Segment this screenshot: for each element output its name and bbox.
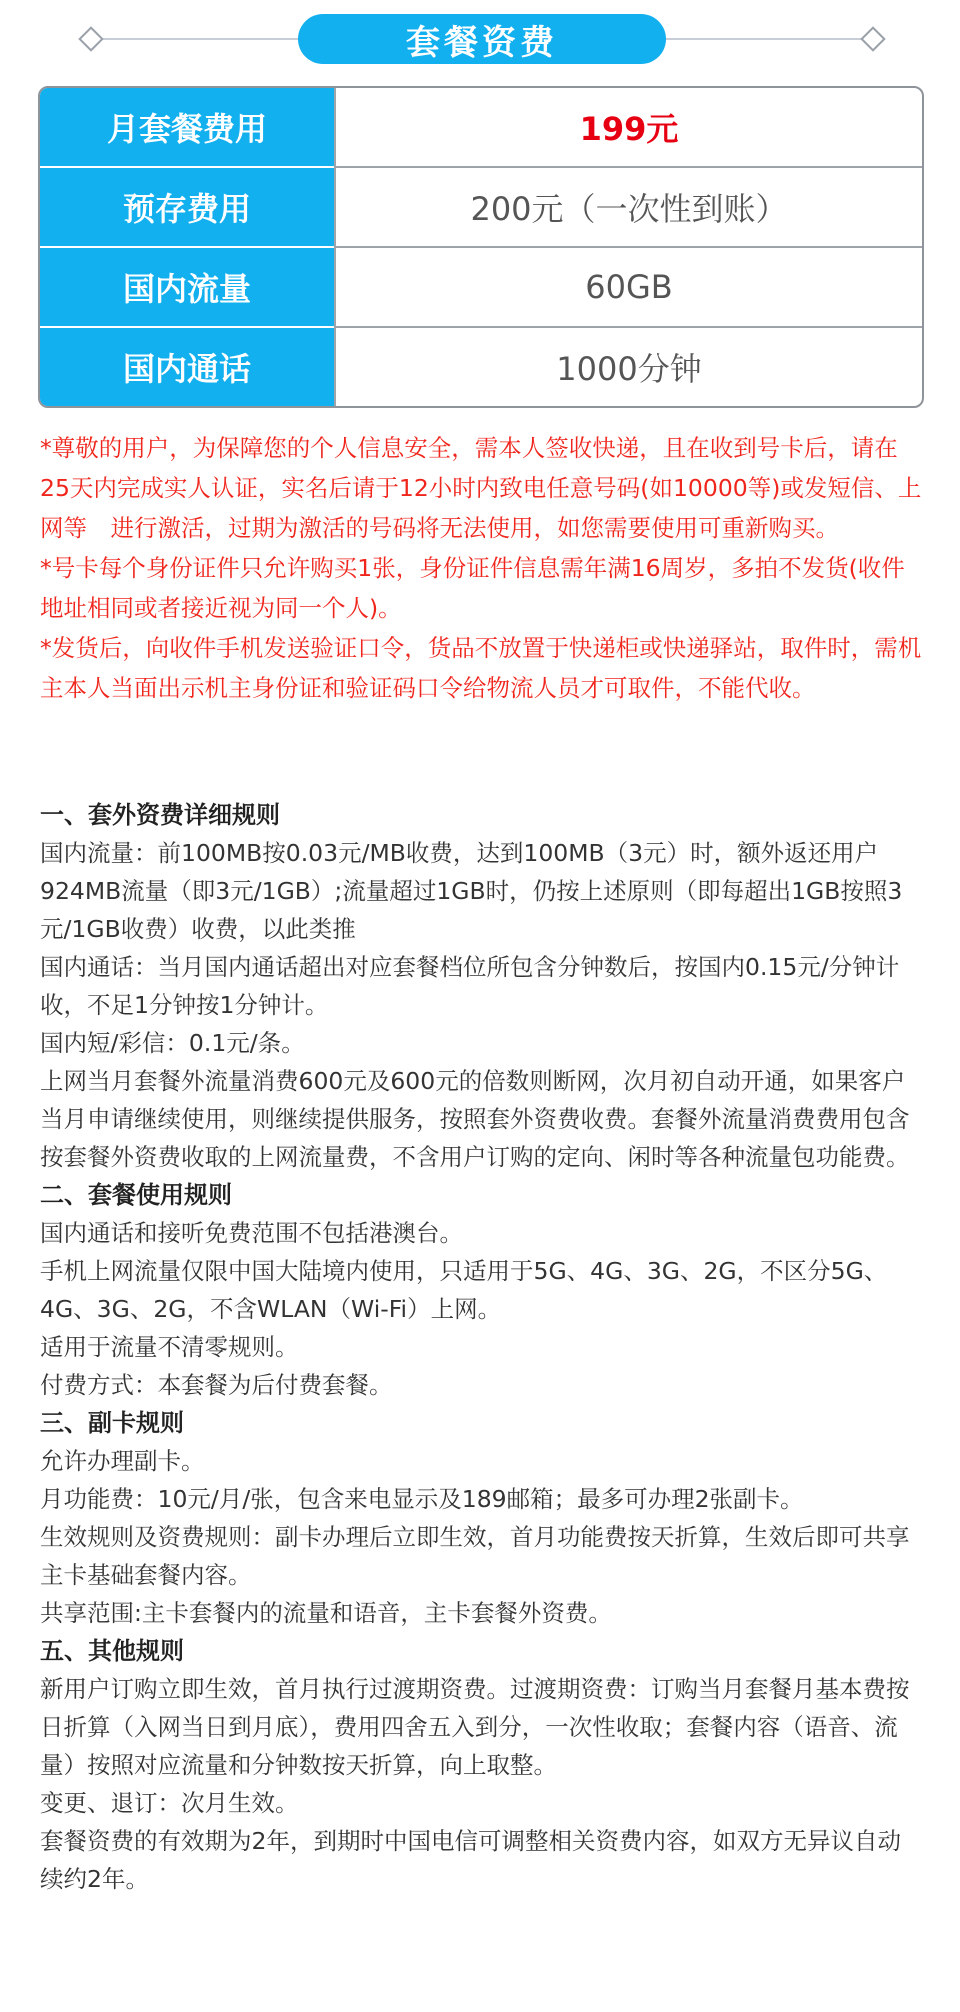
rules-heading: 二、套餐使用规则 [40,1181,232,1209]
rules-heading: 一、套外资费详细规则 [40,801,280,829]
fee-value-calls: 1000分钟 [334,328,922,406]
fee-row-data [40,246,922,326]
fee-label: 预存费用 [40,166,334,246]
header-divider-left [96,38,306,40]
fee-value-monthly-price: 199元 [334,88,922,166]
rules-section [40,796,922,1898]
section-title: 套餐资费 [298,14,666,64]
notice-list [40,428,922,708]
rule-text: 套餐资费的有效期为2年，到期时中国电信可调整相关资费内容，如双方无异议自动续约2年。 [40,1827,901,1893]
rule-text: 国内通话和接听免费范围不包括港澳台。 [40,1219,463,1247]
fee-label: 月套餐费用 [40,88,334,166]
header-divider-right [654,38,864,40]
diamond-icon [860,26,885,51]
rule-text: 允许办理副卡。 [40,1447,205,1475]
fee-label: 国内通话 [40,326,334,406]
rule-text: 国内通话：当月国内通话超出对应套餐档位所包含分钟数后，按国内0.15元/分钟计收，不足1分钟按1分钟计。 [40,953,900,1019]
rules-heading: 五、其他规则 [40,1637,184,1665]
notice-text: *发货后，向收件手机发送验证口令，货品不放置于快递柜或快递驿站，取件时，需机主本人当面出示机主身份证和验证码口令给物流人员才可取件，不能代收。 [40,634,922,702]
fee-row-monthly [40,88,922,166]
diamond-icon [78,26,103,51]
rule-text: 手机上网流量仅限中国大陆境内使用，只适用于5G、4G、3G、2G，不区分5G、4G、3G、2G，不含WLAN（Wi-Fi）上网。 [40,1257,888,1323]
notice-text: *尊敬的用户，为保障您的个人信息安全，需本人签收快递，且在收到号卡后，请在25天内完成实人认证，实名后请于12小时内致电任意号码(如10000等)或发短信、上网等 进行激活，过期为激活的号码将无法使用，如您需要使用可重新购买。 [40,434,922,542]
fee-value-prepaid: 200元（一次性到账） [334,168,922,246]
fee-label: 国内流量 [40,246,334,326]
fee-row-prepaid [40,166,922,246]
rule-text: 月功能费：10元/月/张，包含来电显示及189邮箱；最多可办理2张副卡。 [40,1485,804,1513]
rule-text: 共享范围:主卡套餐内的流量和语音，主卡套餐外资费。 [40,1599,612,1627]
rule-text: 付费方式：本套餐为后付费套餐。 [40,1371,393,1399]
rule-text: 适用于流量不清零规则。 [40,1333,299,1361]
rule-text: 国内短/彩信：0.1元/条。 [40,1029,305,1057]
rule-text: 变更、退订：次月生效。 [40,1789,299,1817]
fee-row-calls [40,326,922,406]
rule-text: 生效规则及资费规则：副卡办理后立即生效，首月功能费按天折算，生效后即可共享主卡基础套餐内容。 [40,1523,910,1589]
rule-text: 上网当月套餐外流量消费600元及600元的倍数则断网，次月初自动开通，如果客户当月申请继续使用，则继续提供服务，按照套外资费收费。套餐外流量消费费用包含按套餐外资费收取的上网流量费，不含用户订购的定向、闲时等各种流量包功能费。 [40,1067,910,1171]
notice-text: *号卡每个身份证件只允许购买1张，身份证件信息需年满16周岁，多拍不发货(收件地址相同或者接近视为同一个人)。 [40,554,905,622]
fee-table [38,86,924,408]
rule-text: 新用户订购立即生效，首月执行过渡期资费。过渡期资费：订购当月套餐月基本费按日折算（入网当日到月底），费用四舍五入到分，一次性收取；套餐内容（语音、流量）按照对应流量和分钟数按天折算，向上取整。 [40,1675,910,1779]
rule-text: 国内流量：前100MB按0.03元/MB收费，达到100MB（3元）时，额外返还用户924MB流量（即3元/1GB）;流量超过1GB时，仍按上述原则（即每超出1GB按照3元/1GB收费）收费，以此类推 [40,839,903,943]
section-header [0,0,960,80]
rules-heading: 三、副卡规则 [40,1409,184,1437]
fee-value-data: 60GB [334,248,922,326]
